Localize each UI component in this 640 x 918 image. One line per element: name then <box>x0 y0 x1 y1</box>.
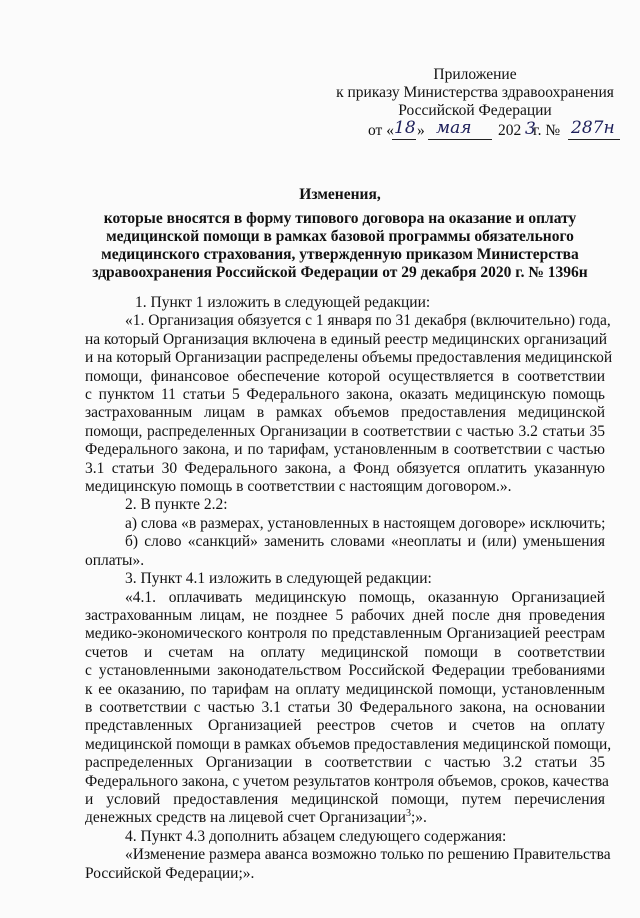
appendix-header <box>330 66 620 120</box>
body-line: счетов и счетам на оплату медицинской помощи в соответствии <box>85 643 605 661</box>
appendix-country: Российской Федерации <box>398 102 552 119</box>
footnote-mark: 3 <box>405 808 411 820</box>
body-line: застрахованным лицам в рамках объемов предоставления медицинской <box>85 404 605 422</box>
body-line: Федерального закона, и по тарифам, установленным в соответствии с частью <box>85 441 605 459</box>
date-year-suffix: г. № <box>533 122 561 139</box>
body-line: на который Организация включена в единый реестр медицинских организаций <box>85 330 608 348</box>
body-line: помощи, распределенных Организации в соответствии с частью 3.2 статьи 35 <box>85 422 605 440</box>
title-line: которые вносятся в форму типового договора на оказание и оплату <box>103 210 577 227</box>
body-line: застрахованным лицам, не позднее 5 рабочих дней после дня проведения <box>85 606 605 624</box>
title-heading: Изменения, <box>299 186 381 203</box>
document-title <box>80 186 600 282</box>
body-line: Федерального закона, с учетом результатов контроля объемов, сроков, качества <box>85 772 609 790</box>
order-number-handwritten: 287н <box>571 118 615 138</box>
body-line: б) слово «санкций» заменить словами «неоплаты и (или) уменьшения <box>125 533 605 551</box>
date-prefix: от « <box>368 122 394 139</box>
date-day-handwritten: 18 <box>394 118 416 138</box>
appendix-date-line <box>368 118 628 144</box>
date-day-underline <box>392 139 416 140</box>
body-line: с пунктом 11 статьи 5 Федерального закона, оказать медицинскую помощь <box>85 386 605 404</box>
order-number-underline <box>568 139 620 140</box>
body-text: ;». <box>410 809 427 827</box>
body-line: и на который Организации распределены объемы предоставления медицинской <box>85 349 613 367</box>
body-line: оплаты». <box>85 551 145 569</box>
body-line-item-2: 2. В пункте 2.2: <box>125 496 228 514</box>
body-line: медико-экономического контроля по представленным Организацией реестрам <box>85 625 605 643</box>
body-line: в соответствии с частью 3.1 статьи 30 Федерального закона, на основании <box>85 698 605 716</box>
body-line: распределенных Организации в соответствии с частью 3.2 статьи 35 <box>85 754 605 772</box>
body-line-item-4: 4. Пункт 4.3 дополнить абзацем следующего содержания: <box>125 827 507 845</box>
body-line-footnote <box>85 809 605 827</box>
body-line: Российской Федерации;». <box>85 864 255 882</box>
body-line: и условий предоставления медицинской помощи, путем перечисления <box>85 790 605 808</box>
body-line-item-3: 3. Пункт 4.1 изложить в следующей редакции: <box>125 570 432 588</box>
appendix-title: Приложение <box>433 66 517 83</box>
body-line: с установленными законодательством Российской Федерации требованиями <box>85 662 605 680</box>
title-line: здравоохранения Российской Федерации от 29 декабря 2020 г. № 1396н <box>92 264 588 281</box>
appendix-order-ref: к приказу Министерства здравоохранения <box>336 84 614 101</box>
body-line: 3.1 статьи 30 Федерального закона, а Фонд обязуется оплатить указанную <box>85 459 605 477</box>
document-body <box>85 294 613 883</box>
body-line: «1. Организация обязуется с 1 января по 31 декабря (включительно) года, <box>125 312 611 330</box>
body-line: медицинскую помощь в соответствии с настоящим договором.». <box>85 478 512 496</box>
body-line: а) слова «в размерах, установленных в настоящем договоре» исключить; <box>125 514 606 532</box>
date-mid: » <box>417 122 425 139</box>
date-year-handwritten: 3 <box>525 119 536 139</box>
body-line: «4.1. оплачивать медицинскую помощь, оказанную Организацией <box>125 588 605 606</box>
date-month-handwritten: мая <box>436 118 472 138</box>
body-text: денежных средств на лицевой счет Организации <box>85 809 406 827</box>
body-line: помощи, финансовое обеспечение которой осуществляется в соответствии <box>85 367 605 385</box>
title-line: медицинского страхования, утвержденную приказом Министерства <box>101 246 579 263</box>
title-line: медицинской помощи в рамках базовой программы обязательного <box>106 228 574 245</box>
date-year-prefix: 202 <box>498 122 522 139</box>
date-month-underline <box>428 139 492 140</box>
body-line-item-1: 1. Пункт 1 изложить в следующей редакции: <box>135 294 431 311</box>
body-line: «Изменение размера аванса возможно только по решению Правительства <box>125 846 611 864</box>
body-line: к ее оказанию, по тарифам на оплату медицинской помощи, установленным <box>85 680 605 698</box>
body-line: представленных Организацией реестров счетов и счетов на оплату <box>85 717 605 735</box>
body-line: медицинской помощи в рамках объемов предоставления медицинской помощи, <box>85 735 612 753</box>
